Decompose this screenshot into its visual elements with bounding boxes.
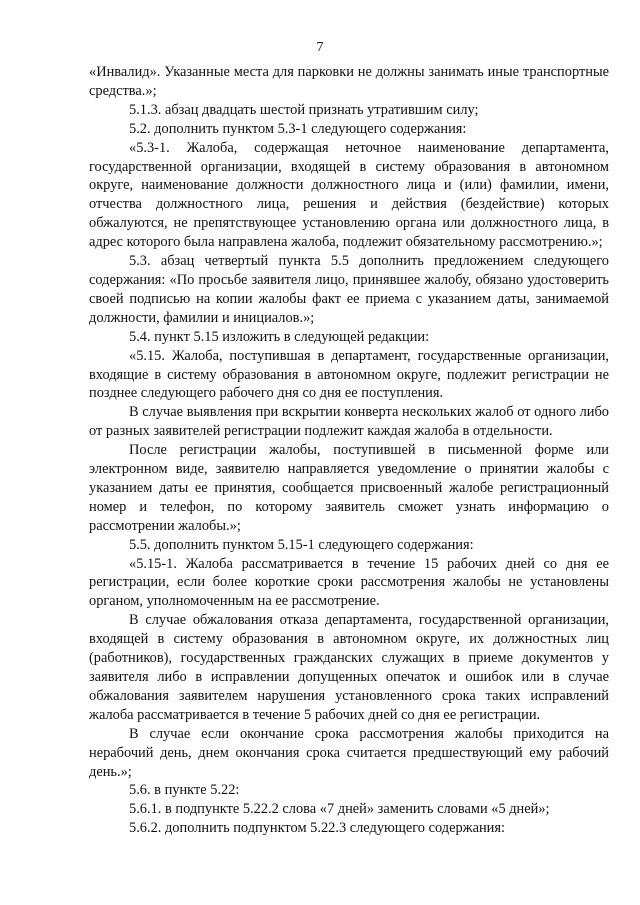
paragraph-5-4: 5.4. пункт 5.15 изложить в следующей редакции:	[129, 328, 430, 345]
document-body	[89, 63, 609, 838]
paragraph-5-1-3: 5.1.3. абзац двадцать шестой признать утратившим силу;	[129, 101, 479, 118]
paragraph-registration-notice: После регистрации жалобы, поступившей в письменной форме или электронном виде, заявителю направляется уведомление о принятии жалобы с указанием даты ее принятия, сообщается присвоенный жалобе регистрационный номер и телефон, по которому заявитель сможет узнать информацию о рассмотрении жалобы.»;	[89, 442, 609, 534]
paragraph-5-6-1: 5.6.1. в подпункте 5.22.2 слова «7 дней» заменить словами «5 дней»;	[129, 801, 550, 818]
paragraph-appeal-refusal: В случае обжалования отказа департамента, государственной организации, входящей в систему образования в автономном округе, их должностных лиц (работников), государственных гражданских служащих в приеме документов у заявителя либо в исправлении допущенных опечаток и ошибок или в случае обжалования заявителем нарушения установленного срока таких исправлений жалоба рассматривается в течение 5 рабочих дней со дня ее регистрации.	[89, 612, 609, 723]
paragraph-nonworking-day: В случае если окончание срока рассмотрения жалобы приходится на нерабочий день, днем окончания срока считается предшествующий ему рабочий день.»;	[89, 725, 609, 780]
paragraph-5-6-2: 5.6.2. дополнить подпунктом 5.22.3 следующего содержания:	[129, 820, 505, 837]
paragraph-5-6: 5.6. в пункте 5.22:	[129, 782, 240, 799]
paragraph-5-3-1-quote: «5.3-1. Жалоба, содержащая неточное наименование департамента, государственной организации, входящей в систему образования в автономном округе, наименование должности должностного лица и (или) фамилии, имени, отчества должностного лица, решения и действия (бездействие) которых обжалуются, не препятствующее установлению органа или должностного лица, в адрес которого была направлена жалоба, подлежит обязательному рассмотрению.»;	[89, 139, 609, 251]
paragraph-5-15-1-quote: «5.15-1. Жалоба рассматривается в течение 15 рабочих дней со дня ее регистрации, если более короткие сроки рассмотрения жалобы не установлены органом, уполномоченным на ее рассмотрение.	[89, 555, 609, 610]
paragraph-continuation: «Инвалид». Указанные места для парковки не должны занимать иные транспортные средства.»;	[89, 64, 609, 99]
paragraph-5-15-quote: «5.15. Жалоба, поступившая в департамент, государственные организации, входящие в систему образования в автономном округе, подлежит регистрации не позднее следующего рабочего дня со дня ее поступления.	[89, 347, 609, 402]
page-number: 7	[316, 40, 324, 55]
paragraph-5-3: 5.3. абзац четвертый пункта 5.5 дополнить предложением следующего содержания: «По просьбе заявителя лицо, принявшее жалобу, обязано удостоверить своей подписью на копии жалобы факт ее приема с указанием даты, занимаемой должности, фамилии и инициалов.»;	[89, 253, 609, 326]
paragraph-5-2: 5.2. дополнить пунктом 5.3-1 следующего содержания:	[129, 120, 467, 137]
paragraph-5-5: 5.5. дополнить пунктом 5.15-1 следующего содержания:	[129, 536, 474, 553]
paragraph-multiple-complaints: В случае выявления при вскрытии конверта нескольких жалоб от одного либо от разных заявителей регистрации подлежит каждая жалоба в отдельности.	[89, 404, 609, 440]
